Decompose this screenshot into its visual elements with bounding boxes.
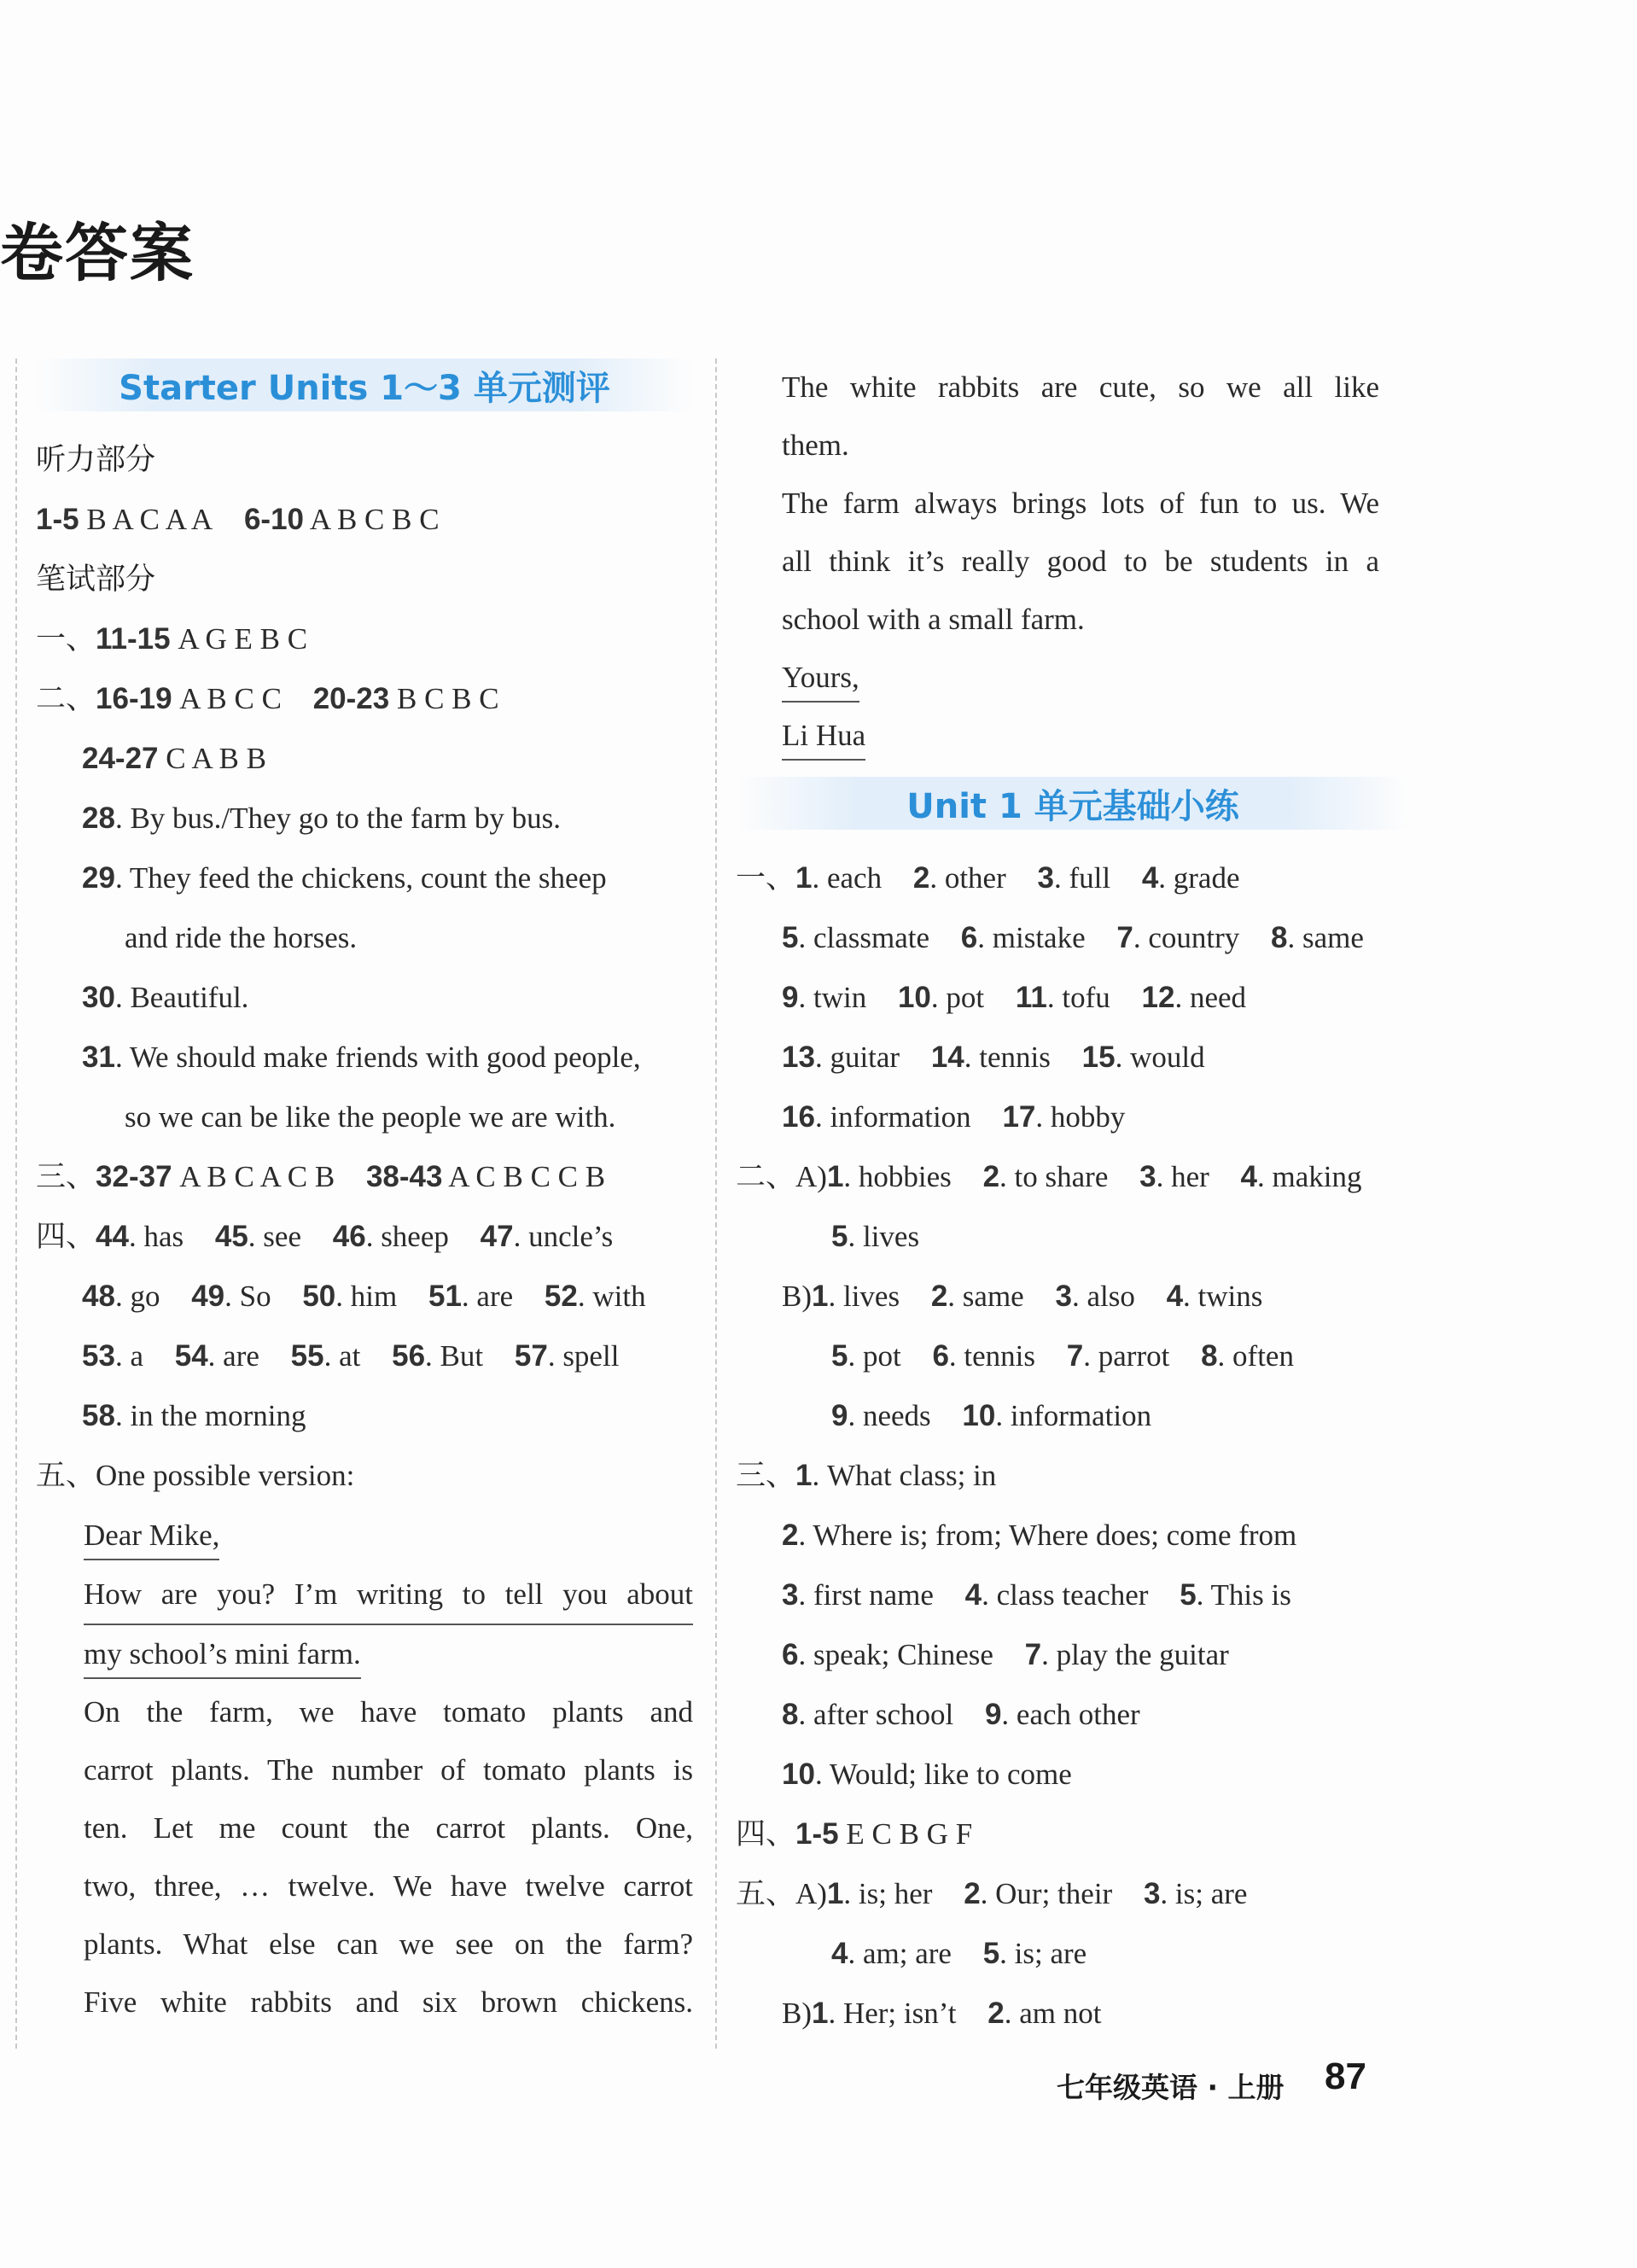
answer-number: 28	[82, 802, 115, 835]
answer-text: Would; like to come	[829, 1758, 1072, 1791]
answer-text: pot	[862, 1339, 901, 1373]
answer-text: sheep	[381, 1220, 449, 1253]
answer-text: class teacher	[996, 1578, 1149, 1612]
essay-signature: Li Hua	[782, 713, 865, 761]
r-part1-row3: 9. twin 10. pot 11. tofu 12. need	[782, 981, 1247, 1014]
essay-line: two, three, … twelve. We have twelve carrot	[84, 1869, 693, 1903]
essay-line: all think it’s really good to be students in a	[782, 545, 1379, 578]
answer-text: pot	[946, 981, 985, 1014]
answer-text: with	[592, 1280, 646, 1313]
r-part3-row6: 10. Would; like to come	[782, 1758, 1072, 1791]
answer-text: country	[1148, 921, 1240, 954]
answer-text: is; are	[1174, 1877, 1248, 1910]
listening-answers	[36, 490, 693, 550]
answer-number: 8	[1201, 1339, 1218, 1373]
essay-line: them.	[782, 429, 849, 462]
section-title-unit1: Unit 1 单元基础小练	[906, 786, 1239, 826]
answer-number: 51	[428, 1280, 462, 1313]
answer-text: would	[1130, 1041, 1205, 1074]
answer-text: same	[1302, 921, 1364, 954]
answer-number: 52	[544, 1280, 578, 1313]
essay-line: my school’s mini farm.	[84, 1631, 361, 1679]
right-column	[736, 359, 1410, 2044]
answer-text: A B C B C	[309, 503, 440, 536]
answer-number: 6	[932, 1339, 949, 1373]
answer-number: 1-5	[36, 503, 79, 536]
answer-number: 55	[290, 1339, 324, 1373]
answer-text: are	[476, 1280, 514, 1313]
answer-text: is; her	[858, 1877, 933, 1910]
part2-row2	[36, 729, 693, 789]
answer-number: 29	[82, 861, 115, 895]
answer-text: classmate	[813, 921, 930, 954]
answer-text: information	[830, 1100, 971, 1134]
answer-number: 2	[930, 1280, 948, 1313]
answer-number: 38-43	[365, 1160, 443, 1193]
essay-line: How are you? I’m writing to tell you about	[84, 1565, 693, 1625]
answer-text: A G E B C	[178, 622, 308, 656]
answer-number: 30	[82, 981, 115, 1014]
essay-line: ten. Let me count the carrot plants. One,	[84, 1811, 693, 1845]
answer-number: 57	[514, 1339, 548, 1373]
answer-text: This is	[1210, 1578, 1291, 1612]
r-part3-row2: 2. Where is; from; Where does; come from	[782, 1519, 1297, 1552]
sub-label: B)	[782, 1997, 812, 2030]
sub-label: B)	[782, 1280, 812, 1313]
answer-number: 13	[782, 1041, 815, 1074]
section-banner-unit1	[736, 777, 1410, 830]
part-label: 二、	[736, 1160, 796, 1193]
r-part5-a-row2: 4. am; are 5. is; are	[831, 1937, 1087, 1970]
answer-number: 9	[984, 1698, 1002, 1731]
answer-number: 9	[782, 981, 799, 1014]
answer-number: 49	[191, 1280, 225, 1313]
answer-number: 5	[1180, 1578, 1197, 1612]
answer-number: 1	[795, 861, 813, 895]
answer-28: 28. By bus./They go to the farm by bus.	[82, 802, 561, 835]
answer-number: 3	[1143, 1877, 1161, 1910]
answer-number: 7	[1116, 921, 1133, 954]
left-column	[36, 359, 693, 2032]
answer-number: 17	[1002, 1100, 1036, 1134]
answer-text: E C B G F	[846, 1817, 973, 1851]
answer-number: 6-10	[243, 503, 305, 536]
answer-text: is; are	[1014, 1937, 1087, 1970]
answer-text: her	[1171, 1160, 1209, 1193]
part4-row3: 53. a 54. are 55. at 56. But 57. spell	[82, 1339, 620, 1373]
part-label: 一、	[736, 861, 796, 895]
answer-text: lives	[842, 1280, 900, 1313]
answer-text: What class; in	[826, 1459, 997, 1492]
answer-number: 4	[1240, 1160, 1257, 1193]
answer-number: 8	[782, 1698, 799, 1731]
answer-text: twin	[813, 981, 867, 1014]
essay-body-right	[736, 359, 1379, 765]
answer-text: By bus./They go to the farm by bus.	[130, 802, 561, 835]
answer-text: hobby	[1050, 1100, 1126, 1134]
page-number: 87	[1325, 2055, 1366, 2097]
section-banner-starter	[36, 359, 693, 411]
answer-number: 54	[174, 1339, 208, 1373]
part-label: 二、	[36, 682, 96, 715]
answer-number: 7	[1066, 1339, 1084, 1373]
answer-number: 32-37	[96, 1160, 172, 1193]
answer-number: 1-5	[795, 1817, 839, 1851]
answer-text: making	[1272, 1160, 1362, 1193]
writing-heading: 笔试部分	[36, 563, 156, 597]
answer-number: 2	[912, 861, 930, 895]
answer-text: are	[223, 1339, 259, 1373]
answer-text: Her; isn’t	[842, 1997, 957, 2030]
part5-intro	[36, 1446, 693, 1506]
answer-31-cont: so we can be like the people we are with.	[125, 1100, 616, 1134]
answer-text: other	[944, 861, 1006, 895]
part2-row1	[36, 669, 693, 729]
r-part1-row1: 一、1. each 2. other 3. full 4. grade	[736, 861, 1240, 895]
essay-body-left	[36, 1565, 693, 2032]
answer-number: 12	[1141, 981, 1175, 1014]
answer-text: Where is; from; Where does; come from	[813, 1519, 1297, 1552]
answer-text: in the morning	[130, 1399, 306, 1432]
answer-text: first name	[813, 1578, 934, 1612]
answer-text: mistake	[992, 921, 1086, 954]
column-divider-left	[15, 359, 17, 2049]
answer-text: We should make friends with good people,	[129, 1041, 641, 1074]
answer-text: each	[826, 861, 883, 895]
essay-closing: Yours,	[782, 655, 859, 703]
answer-text: Beautiful.	[130, 981, 249, 1014]
part-label: 一、	[36, 622, 96, 656]
answer-text: him	[350, 1280, 398, 1313]
part3-answers	[36, 1147, 693, 1207]
answer-text: A B C C	[179, 682, 282, 715]
answer-number: 1	[812, 1997, 829, 2030]
answer-number: 44	[96, 1220, 129, 1253]
answer-text: A B C A C B	[179, 1160, 335, 1193]
answer-number: 4	[964, 1578, 982, 1612]
answer-number: 1	[795, 1459, 813, 1492]
answer-number: 2	[964, 1877, 981, 1910]
part4-row1: 四、44. has 45. see 46. sheep 47. uncle’s	[36, 1220, 614, 1253]
sub-label: A)	[795, 1160, 827, 1193]
part-label: 五、	[736, 1877, 796, 1910]
answer-text: B C B C	[396, 682, 499, 715]
answer-number: 5	[782, 921, 799, 954]
page-title: 卷答案	[0, 217, 195, 290]
answer-text: need	[1189, 981, 1247, 1014]
answer-number: 1	[826, 1877, 844, 1910]
answer-text: information	[1010, 1399, 1152, 1432]
answer-text: go	[130, 1280, 160, 1313]
answer-number: 4	[1166, 1280, 1184, 1313]
answer-31: 31. We should make friends with good people,	[82, 1041, 641, 1074]
answer-text: spell	[562, 1339, 620, 1373]
answer-text: a	[130, 1339, 143, 1373]
answer-number: 9	[831, 1399, 848, 1432]
answer-text: speak; Chinese	[813, 1638, 993, 1671]
r-part3-row3: 3. first name 4. class teacher 5. This is	[782, 1578, 1291, 1612]
answer-text: to share	[1014, 1160, 1109, 1193]
essay-line: school with a small farm.	[782, 603, 1085, 636]
answer-text: A C B C C B	[448, 1160, 606, 1193]
part-label: 五、	[36, 1459, 96, 1492]
answer-text: parrot	[1098, 1339, 1170, 1373]
r-part3-row1: 三、1. What class; in	[736, 1459, 997, 1492]
answer-text: tennis	[964, 1339, 1036, 1373]
r-part2-b-row2: 5. pot 6. tennis 7. parrot 8. often	[831, 1339, 1294, 1373]
answer-text: see	[263, 1220, 301, 1253]
answer-number: 7	[1024, 1638, 1042, 1671]
answer-number: 3	[1037, 861, 1054, 895]
listening-heading: 听力部分	[36, 443, 156, 477]
part4-row4: 58. in the morning	[82, 1399, 306, 1432]
answer-number: 50	[302, 1280, 336, 1313]
answer-number: 3	[1139, 1160, 1156, 1193]
essay-line: carrot plants. The number of tomato plants is	[84, 1753, 693, 1787]
answer-number: 31	[82, 1041, 115, 1074]
essay-line: The white rabbits are cute, so we all like	[782, 370, 1379, 404]
answer-number: 2	[987, 1997, 1005, 2030]
footer-book-title: 七年级英语 · 上册	[1057, 2071, 1285, 2104]
answer-text: at	[339, 1339, 361, 1373]
essay-line: plants. What else can we see on the farm?	[84, 1927, 693, 1961]
answer-text: also	[1086, 1280, 1135, 1313]
part-label: 三、	[736, 1459, 796, 1492]
answer-number: 46	[332, 1220, 366, 1253]
essay-line: The farm always brings lots of fun to us. We	[782, 487, 1379, 520]
r-part1-row2: 5. classmate 6. mistake 7. country 8. same	[782, 921, 1364, 954]
answer-number: 8	[1271, 921, 1288, 954]
section-title-starter: Starter Units 1～3 单元测评	[119, 368, 610, 408]
answer-text: Our; their	[995, 1877, 1113, 1910]
r-part3-row4: 6. speak; Chinese 7. play the guitar	[782, 1638, 1229, 1671]
essay-intro: One possible version:	[96, 1459, 355, 1492]
r-part2-a-row1: 二、A)1. hobbies 2. to share 3. her 4. making	[736, 1160, 1362, 1193]
part-label: 四、	[736, 1817, 796, 1851]
answer-number: 2	[782, 1519, 799, 1552]
answer-number: 53	[82, 1339, 115, 1373]
answer-number: 5	[831, 1220, 848, 1253]
sub-label: A)	[795, 1877, 827, 1910]
r-part1-row5: 16. information 17. hobby	[782, 1100, 1126, 1134]
answer-number: 10	[782, 1758, 815, 1791]
answer-text: tennis	[979, 1041, 1051, 1074]
answer-number: 6	[782, 1638, 799, 1671]
answer-number: 5	[982, 1937, 1000, 1970]
column-divider-middle	[715, 359, 717, 2049]
answer-number: 10	[962, 1399, 996, 1432]
essay-line: Five white rabbits and six brown chickens.	[84, 1985, 693, 2019]
answer-29-cont: and ride the horses.	[125, 921, 358, 954]
r-part3-row5: 8. after school 9. each other	[782, 1698, 1140, 1731]
answer-number: 47	[480, 1220, 514, 1253]
essay-salutation	[36, 1506, 693, 1565]
answer-text: grade	[1173, 861, 1240, 895]
part4-row2: 48. go 49. So 50. him 51. are 52. with	[82, 1280, 646, 1313]
answer-29: 29. They feed the chickens, count the sheep	[82, 861, 607, 895]
answer-number: 1	[812, 1280, 829, 1313]
answer-text: B A C A A	[86, 503, 213, 536]
answer-text: guitar	[830, 1041, 900, 1074]
answer-number: 56	[392, 1339, 426, 1373]
r-part4	[736, 1804, 1410, 1864]
answer-text: lives	[862, 1220, 920, 1253]
answer-number: 16-19	[96, 682, 172, 715]
answer-30: 30. Beautiful.	[82, 981, 249, 1014]
part-label: 四、	[36, 1220, 96, 1253]
answer-text: But	[440, 1339, 484, 1373]
answer-text: play the guitar	[1056, 1638, 1229, 1671]
answer-text: needs	[862, 1399, 931, 1432]
part1-answers	[36, 609, 693, 669]
answer-text: C A B B	[166, 742, 266, 775]
r-part5-b-row1: B)1. Her; isn’t 2. am not	[782, 1997, 1102, 2030]
answer-number: 10	[897, 981, 931, 1014]
answer-number: 4	[831, 1937, 848, 1970]
r-part2-b-row3: 9. needs 10. information	[831, 1399, 1152, 1432]
answer-number: 4	[1141, 861, 1159, 895]
answer-text: am not	[1019, 1997, 1102, 2030]
r-part5-a-row1: 五、A)1. is; her 2. Our; their 3. is; are	[736, 1877, 1248, 1910]
answer-number: 15	[1081, 1041, 1116, 1074]
answer-number: 20-23	[312, 682, 390, 715]
answer-text: each other	[1016, 1698, 1140, 1731]
r-part2-b-row1: B)1. lives 2. same 3. also 4. twins	[782, 1280, 1263, 1313]
answer-number: 11	[1015, 981, 1047, 1014]
r-part1-row4: 13. guitar 14. tennis 15. would	[782, 1041, 1205, 1074]
answer-text: uncle’s	[528, 1220, 614, 1253]
answer-number: 16	[782, 1100, 815, 1134]
answer-number: 24-27	[82, 742, 159, 775]
answer-number: 3	[1055, 1280, 1072, 1313]
answer-number: 2	[982, 1160, 1000, 1193]
answer-number: 3	[782, 1578, 799, 1612]
answer-text: after school	[813, 1698, 954, 1731]
answer-text: has	[143, 1220, 184, 1253]
answer-number: 58	[82, 1399, 115, 1432]
answer-text: often	[1232, 1339, 1294, 1373]
answer-number: 6	[960, 921, 978, 954]
answer-text: full	[1069, 861, 1111, 895]
essay-line: On the farm, we have tomato plants and	[84, 1695, 693, 1729]
part-label: 三、	[36, 1160, 96, 1193]
answer-text: So	[239, 1280, 271, 1313]
answer-text: am; are	[862, 1937, 952, 1970]
answer-number: 14	[930, 1041, 964, 1074]
r-part2-a-row2: 5. lives	[831, 1220, 920, 1253]
answer-text: twins	[1197, 1280, 1263, 1313]
answer-number: 48	[82, 1280, 115, 1313]
answer-text: hobbies	[858, 1160, 952, 1193]
salutation-text: Dear Mike,	[84, 1513, 219, 1560]
answer-number: 11-15	[96, 622, 171, 656]
answer-number: 5	[831, 1339, 848, 1373]
answer-number: 45	[214, 1220, 248, 1253]
answer-number: 1	[826, 1160, 844, 1193]
answer-text: They feed the chickens, count the sheep	[129, 861, 607, 895]
answer-text: tofu	[1062, 981, 1110, 1014]
answer-text: same	[962, 1280, 1024, 1313]
